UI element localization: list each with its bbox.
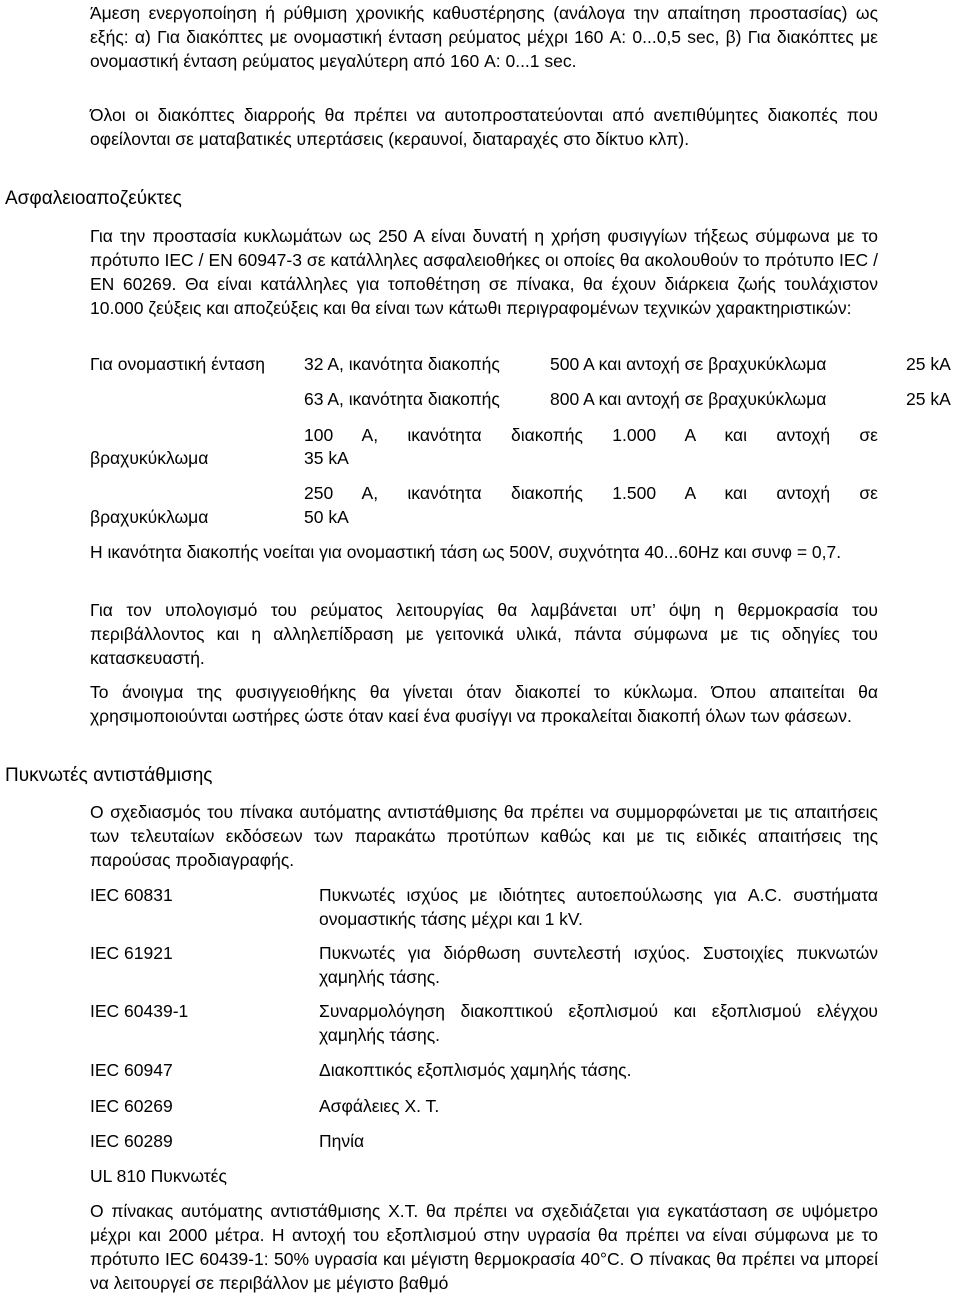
standard-code: IEC 60269 — [90, 1096, 173, 1116]
standard-code: IEC 60947 — [90, 1060, 173, 1080]
rating-row-2-withstand: 25 kA — [906, 389, 951, 409]
ratings-lead-label: Για ονομαστική ένταση — [90, 354, 265, 374]
standard-description: Ασφάλειες Χ. Τ. — [319, 1096, 440, 1116]
section-heading-capacitors: Πυκνωτές αντιστάθμισης — [5, 765, 213, 786]
rating-row-2-breaking: 800 Α και αντοχή σε βραχυκύκλωμα — [550, 389, 827, 409]
rating-row-3-withstand: 35 kA — [304, 448, 349, 468]
rating-row-1-withstand: 25 kA — [906, 354, 951, 374]
standard-code: IEC 60831 — [90, 885, 173, 905]
fuses-paragraph-temperature: Για τον υπολογισμό του ρεύματος λειτουργίας θα λαμβάνεται υπ’ όψη η θερμοκρασία του περιβάλλοντος και η αλληλεπίδραση με γειτονικά υλικά, πάντα σύμφωνα με τις οδηγίες του κατασκευαστή. — [90, 600, 878, 668]
standard-code: IEC 61921 — [90, 943, 173, 963]
standard-code: IEC 60289 — [90, 1131, 173, 1151]
rating-row-3-line1: 100 Α, ικανότητα διακοπής 1.000 Α και αντοχή σε — [304, 425, 878, 445]
standard-description: Πυκνωτές ισχύος με ιδιότητες αυτοεπούλωσης για A.C. συστήματα ονομαστικής τάσης μέχρι και 1 kV. — [319, 885, 878, 929]
standard-description: Συναρμολόγηση διακοπτικού εξοπλισμού και εξοπλισμού ελέγχου χαμηλής τάσης. — [319, 1001, 878, 1045]
rating-row-1-breaking: 500 Α και αντοχή σε βραχυκύκλωμα — [550, 354, 827, 374]
rating-row-4-line1: 250 Α, ικανότητα διακοπής 1.500 Α και αντοχή σε — [304, 483, 878, 503]
rating-row-4-left-label: βραχυκύκλωμα — [90, 507, 209, 527]
intro-paragraph-surge: Όλοι οι διακόπτες διαρροής θα πρέπει να αυτοπροστατεύονται από ανεπιθύμητες διακοπές που οφείλονται σε ματαβατικές υπερτάσεις (κεραυνοί, διαταραχές στο δίκτυο κλπ). — [90, 105, 878, 149]
capacitors-paragraph-intro: Ο σχεδιασμός του πίνακα αυτόματης αντιστάθμισης θα πρέπει να συμμορφώνεται με τις απαιτήσεις των τελευταίων εκδόσεων των παρακάτω προτύπων καθώς και με τις ειδικές απαιτήσεις της παρούσας προδιαγραφής. — [90, 802, 878, 870]
fuses-paragraph-voltage: Η ικανότητα διακοπής νοείται για ονομαστική τάση ως 500V, συχνότητα 40...60Hz και συνφ = 0,7. — [90, 542, 842, 562]
standard-code: UL 810 Πυκνωτές — [90, 1166, 227, 1186]
capacitors-paragraph-altitude: Ο πίνακας αυτόματης αντιστάθμισης Χ.Τ. θα πρέπει να σχεδιάζεται για εγκατάσταση σε υψόμετρο μέχρι και 2000 μέτρα. Η αντοχή του εξοπλισμού στην υγρασία θα πρέπει να είναι σύμφωνα με το πρότυπο IEC 60439-1: 50% υγρασία και μέγιστη θερμοκρασία 40°C. Ο πίνακας θα πρέπει να μπορεί να λειτουργεί σε περιβάλλον με μέγιστο βαθμό — [90, 1201, 878, 1293]
rating-row-4-withstand: 50 kA — [304, 507, 349, 527]
rating-row-3-left-label: βραχυκύκλωμα — [90, 448, 209, 468]
standard-code: IEC 60439-1 — [90, 1001, 189, 1021]
rating-row-1-current: 32 Α, ικανότητα διακοπής — [304, 354, 500, 374]
rating-row-2-current: 63 Α, ικανότητα διακοπής — [304, 389, 500, 409]
fuses-paragraph-opening: Το άνοιγμα της φυσιγγειοθήκης θα γίνεται όταν διακοπεί το κύκλωμα. Όπου απαιτείται θα χρησιμοποιούνται ωστήρες ώστε όταν καεί ένα φυσίγγι να προκαλείται διακοπή όλων των φάσεων. — [90, 682, 878, 726]
fuses-paragraph-intro: Για την προστασία κυκλωμάτων ως 250 Α είναι δυνατή η χρήση φυσιγγίων τήξεως σύμφωνα με το πρότυπο IEC / EN 60947-3 σε κατάλληλες ασφαλειοθήκες οι οποίες θα ακολουθούν το πρότυπο IEC / EN 60269. Θα είναι κατάλληλες για τοποθέτηση σε πίνακα, θα έχουν διάρκεια ζωής τουλάχιστον 10.000 ζεύξεις και αποζεύξεις και θα είναι των κάτωθι περιγραφομένων τεχνικών χαρακτηριστικών: — [90, 226, 878, 318]
section-heading-fuses: Ασφαλειοαποζεύκτες — [5, 188, 182, 209]
standard-description: Πυκνωτές για διόρθωση συντελεστή ισχύος. Συστοιχίες πυκνωτών χαμηλής τάσης. — [319, 943, 878, 987]
standard-description: Διακοπτικός εξοπλισμός χαμηλής τάσης. — [319, 1060, 632, 1080]
intro-paragraph-delay: Άμεση ενεργοποίηση ή ρύθμιση χρονικής καθυστέρησης (ανάλογα την απαίτηση προστασίας) ως εξής: α) Για διακόπτες με ονομαστική ένταση ρεύματος μέχρι 160 A: 0...0,5 sec, β) Για διακόπτες με ονομαστική ένταση ρεύματος μεγαλύτερη από 160 A: 0...1 sec. — [90, 3, 878, 71]
standard-description: Πηνία — [319, 1131, 365, 1151]
